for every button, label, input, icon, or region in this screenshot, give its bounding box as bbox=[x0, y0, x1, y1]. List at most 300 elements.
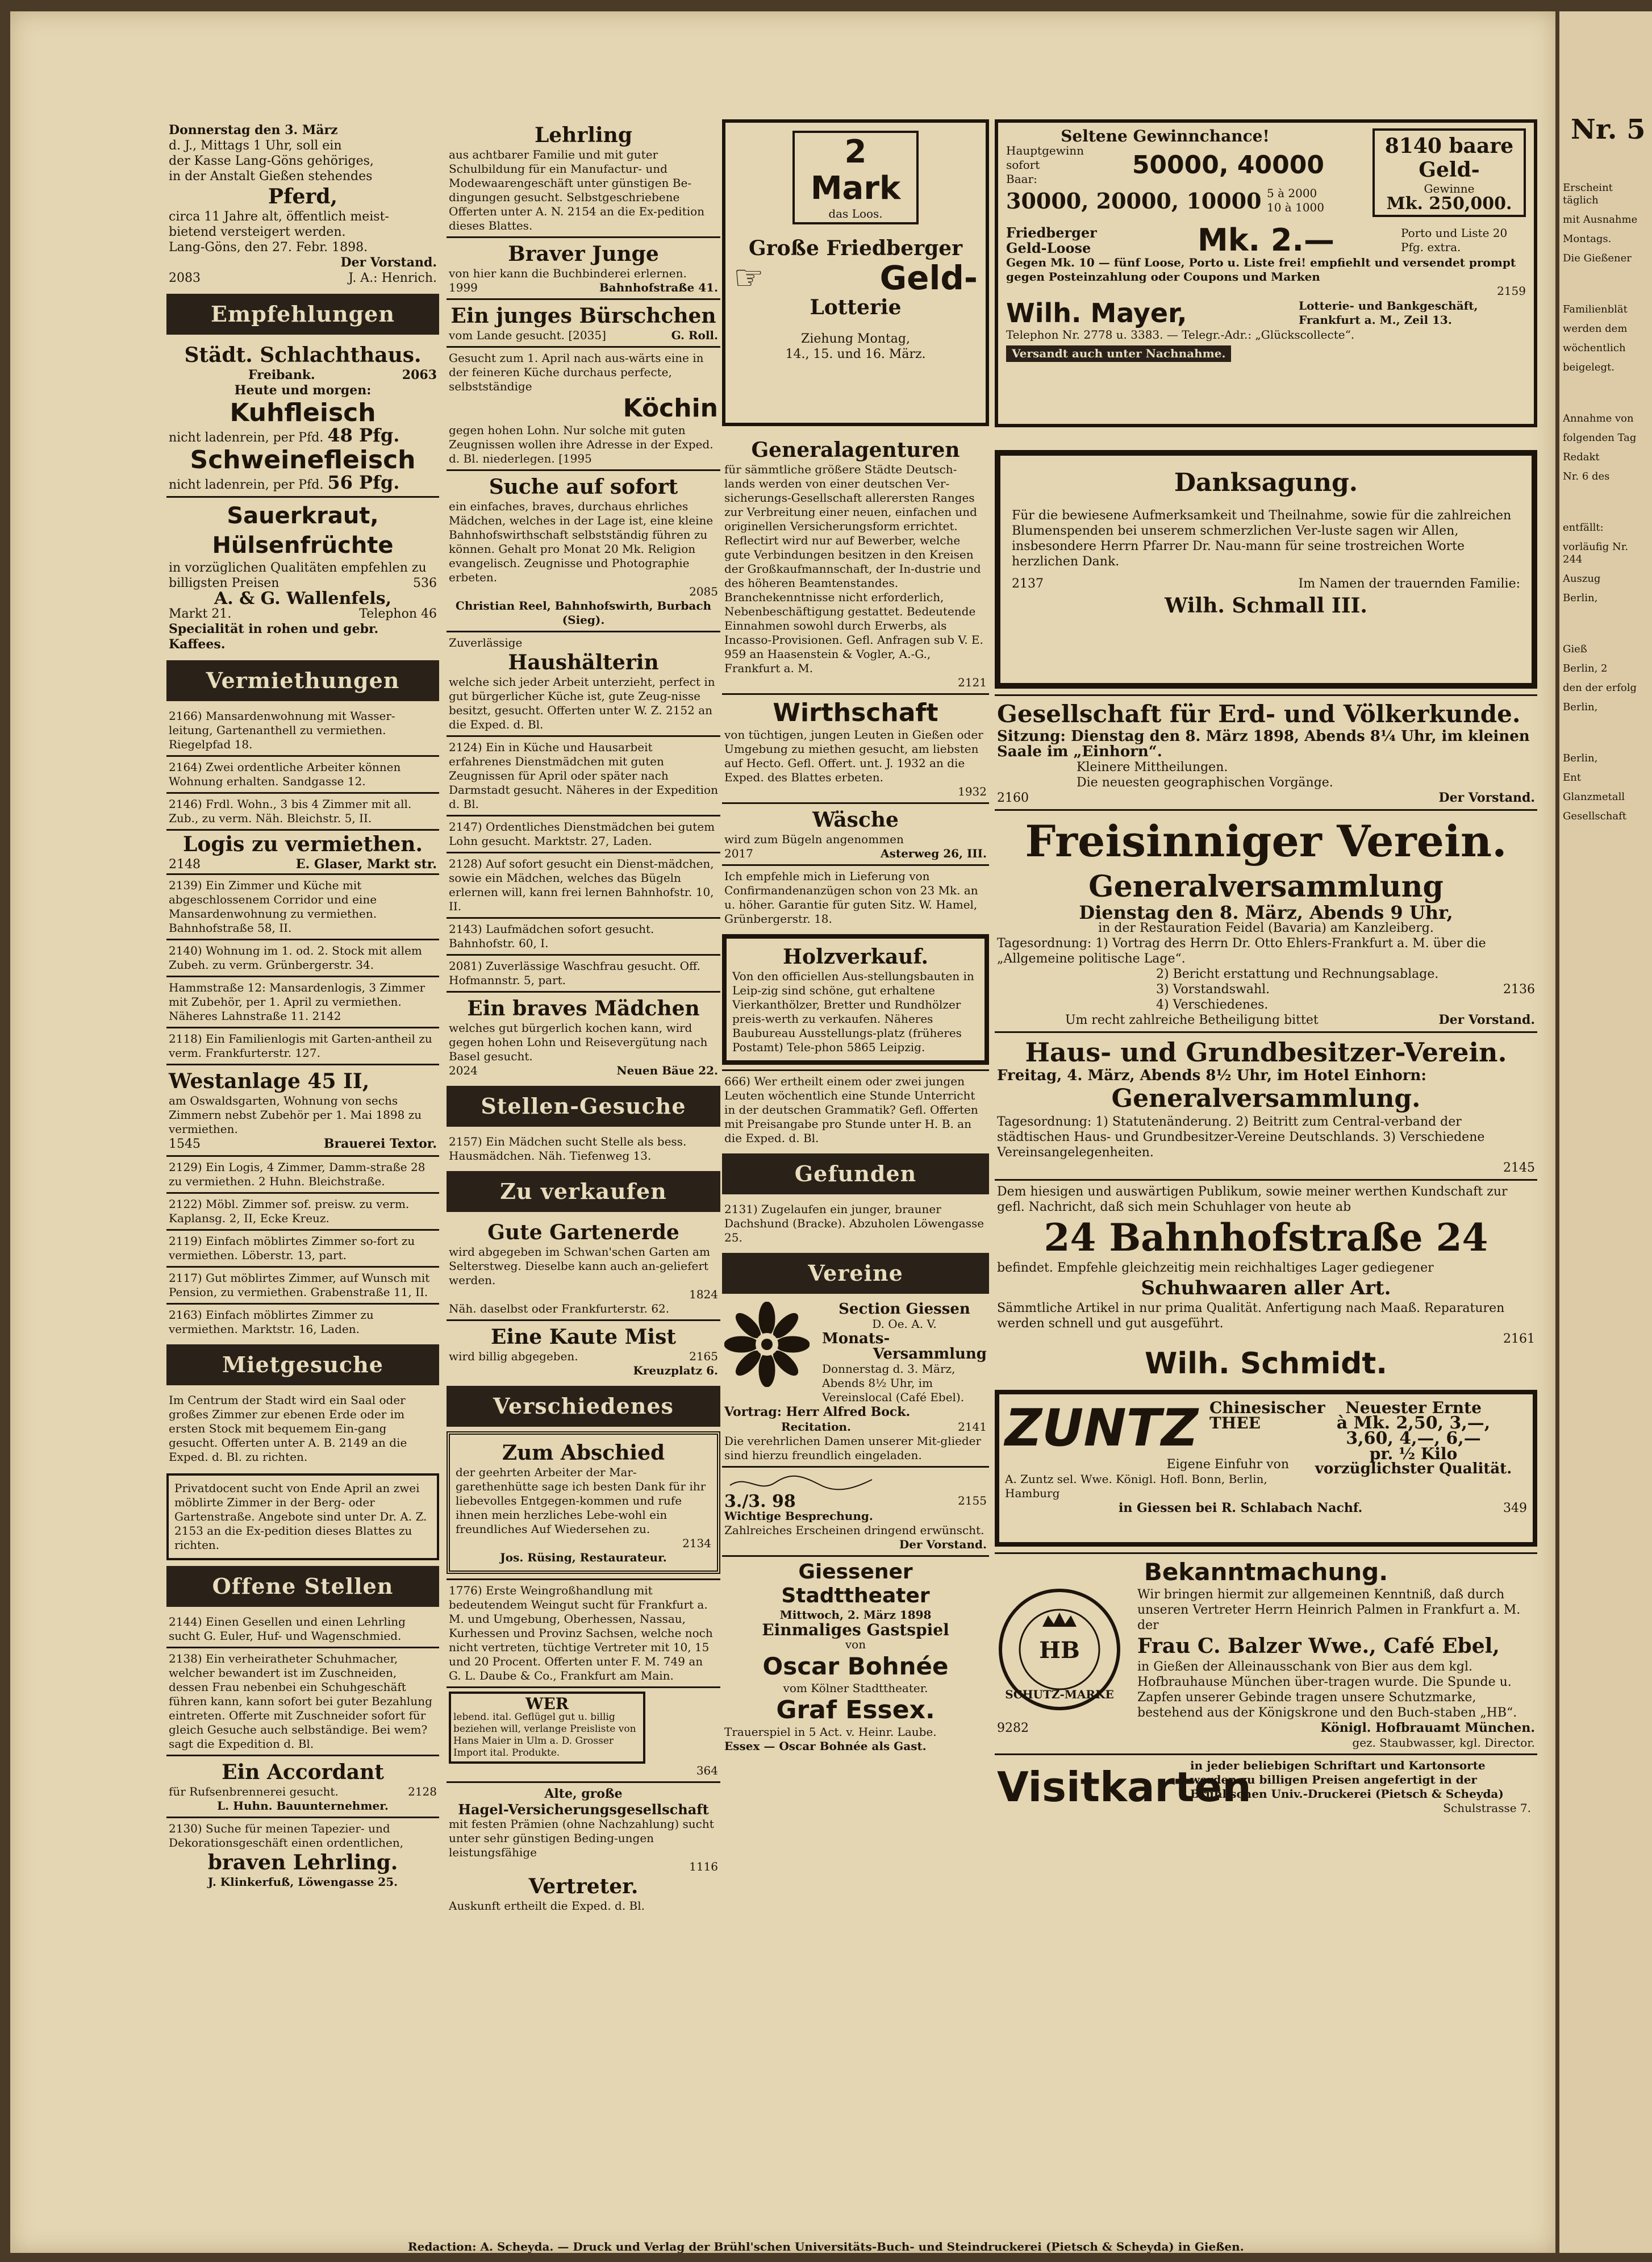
ad-small-2: 2147) Ordentliches Dienstmädchen bei gutem Lohn gesucht. Marktstr. 27, Laden. bbox=[447, 815, 720, 852]
adjacent-page-line: Nr. 6 des bbox=[1563, 470, 1610, 482]
ad-haus-grundbesitzer bbox=[995, 1031, 1537, 1179]
page-number: Nr. 5 bbox=[1571, 114, 1646, 145]
text: befindet. Empfehle gleichzeitig mein reichhaltiges Lager gediegener bbox=[997, 1261, 1434, 1275]
text: Telephon 46 bbox=[359, 607, 437, 621]
prize-amount: 30000, 20000, 10000 bbox=[1006, 188, 1262, 214]
text: Freitag, 4. März, Abends 8½ Uhr, im Hotel Einhorn: bbox=[997, 1067, 1426, 1084]
text: von hier kann die Buchbinderei erlernen. bbox=[449, 266, 687, 280]
signature: Bahnhofstraße 41. bbox=[599, 281, 718, 294]
text: wird billig abgegeben. bbox=[449, 1349, 578, 1363]
edelweiss-icon bbox=[724, 1302, 810, 1387]
text: D. Oe. A. V. bbox=[872, 1317, 937, 1331]
ad-title: Logis zu vermiethen. bbox=[183, 832, 423, 856]
text: Gewinne bbox=[1424, 182, 1475, 195]
ad-confirmanden: Ich empfehle mich in Lieferung von Confirmandenanzügen schon von 23 Mk. an u. höher. Garantie für guten Sitz. W. Hamel, Grünbergerstr. 18. bbox=[722, 864, 989, 930]
text: Freibank. bbox=[248, 368, 315, 382]
adjacent-page-line: entfällt: bbox=[1563, 522, 1604, 534]
section-header-stellen-gesuche: Stellen-Gesuche bbox=[447, 1086, 720, 1127]
text: Dem hiesigen und auswärtigen Publikum, sowie meiner werthen Kundschaft zur gefl. Nachricht, daß sich mein Schuhlager von heute ab bbox=[997, 1185, 1508, 1214]
text: circa 11 Jahre alt, öffentlich meist- bbox=[169, 210, 389, 224]
text: 14., 15. und 16. März. bbox=[785, 347, 926, 361]
adjacent-page-line: mit Ausnahme bbox=[1563, 214, 1638, 226]
text: Um recht zahlreiche Betheiligung bittet bbox=[1065, 1013, 1319, 1027]
ad-number: 1116 bbox=[689, 1860, 718, 1873]
text: Essex — Oscar Bohnée als Gast. bbox=[724, 1739, 927, 1753]
text: Tagesordnung: 1) Statutenänderung. 2) Beitritt zum Central-verband der städtischen Haus- und Grundbesitzer-Vereine Deutschlands. 3) Verschiedene Vereinsangelegenheiten. bbox=[997, 1115, 1485, 1160]
adjacent-page-line: Gesellschaft bbox=[1563, 810, 1626, 822]
text: in jeder beliebigen Schriftart und Kartonsorte werden zu billigen Preisen angefertigt in der bbox=[1190, 1759, 1486, 1786]
text: 2130) Suche für meinen Tapezier- und Dekorationsgeschäft einen ordentlichen, bbox=[169, 1822, 404, 1849]
text: billigsten Preisen bbox=[169, 576, 279, 590]
column-1 bbox=[166, 119, 439, 1893]
ad-braves-maedchen bbox=[447, 991, 720, 1081]
ad-title: Haushälterin bbox=[508, 651, 659, 674]
ad-haushaelterin bbox=[447, 631, 720, 735]
ad-unterricht: 666) Wer ertheilt einem oder zwei jungen Leuten wöchentlich eine Stunde Unterricht in der deutschen Grammatik? Gefl. Offerten mit Preisangabe pro Stunde unter H. B. an die Exped. d. Bl. bbox=[722, 1069, 989, 1149]
text: 5 à 2000 bbox=[1267, 186, 1317, 200]
ad-number: 2159 bbox=[1497, 284, 1526, 298]
adjacent-page-line: Berlin, bbox=[1563, 701, 1598, 713]
ad-title: Freisinniger Verein. bbox=[1025, 816, 1507, 867]
ad-title: 2 Mark bbox=[810, 134, 901, 207]
signature: Der Vorstand. bbox=[1438, 1013, 1535, 1027]
text: Zahlreiches Erscheinen dringend erwünscht. bbox=[724, 1523, 984, 1537]
ad-stadttheater bbox=[722, 1555, 989, 1757]
ad-title: Braver Junge bbox=[508, 242, 659, 266]
ad-small-1: 2124) Ein in Küche und Hausarbeit erfahrenes Dienstmädchen mit guten Zeugnissen für April oder später nach Darmstadt gesucht. Näheres in der Expedition d. Bl. bbox=[447, 735, 720, 815]
ad-number: 2085 bbox=[689, 585, 718, 598]
column-3 bbox=[722, 119, 989, 1757]
ad-number: 2141 bbox=[958, 1420, 987, 1434]
adjacent-page-line: wöchentlich bbox=[1563, 342, 1626, 354]
ad-title: Pferd, bbox=[268, 185, 338, 209]
ad-verm-1: 2166) Mansardenwohnung mit Wasser-leitung, Gartenanthell zu vermiethen. Riegelpfad 18. bbox=[169, 709, 395, 751]
ad-title: Köchin bbox=[623, 394, 718, 423]
ad-small-3: 2128) Auf sofort gesucht ein Dienst-mädchen, sowie ein Mädchen, welches das Bügeln erlernen will, kann frei lernen Bahnhofstr. 10, II. bbox=[447, 852, 720, 917]
ad-number: 2155 bbox=[958, 1494, 987, 1507]
ad-title: Gesellschaft für Erd- und Völkerkunde. bbox=[997, 700, 1521, 728]
ad-wirthschaft bbox=[722, 693, 989, 802]
text: Porto und Liste 20 Pfg. extra. bbox=[1401, 226, 1508, 254]
text: Chinesischer THEE bbox=[1209, 1398, 1325, 1432]
ad-lehrling-tapezier bbox=[166, 1817, 439, 1893]
ad-suche-sofort bbox=[447, 469, 720, 631]
ad-title: Ein Accordant bbox=[222, 1760, 384, 1784]
text: am Oswaldsgarten, Wohnung von sechs Zimmern nebst Zubehör per 1. Mai 1898 zu vermiethen. bbox=[169, 1094, 422, 1136]
text: Schulstrasse 7. bbox=[1443, 1801, 1531, 1815]
ad-buerschchen bbox=[447, 298, 720, 346]
ad-offen-2: 2138) Ein verheiratheter Schuhmacher, welcher bewandert ist im Zuschneiden, dessen Frau nebenbei ein Schuhgeschäft führen kann, kann sofort bei guter Bezahlung eintreten. Offerte mit Zuschneider sofort für gleich Gesuche auch selbständige. Bei wem? sagt die Expedition d. Bl. bbox=[166, 1647, 439, 1755]
ad-number: 2165 bbox=[689, 1349, 718, 1363]
text: nicht ladenrein, per Pfd. bbox=[169, 431, 324, 445]
text: J. A.: Henrich. bbox=[348, 271, 437, 285]
text: Kleinere Mittheilungen. bbox=[1077, 760, 1228, 774]
ad-verm-10: 2119) Einfach möblirtes Zimmer so-fort zu vermiethen. Löberstr. 13, part. bbox=[166, 1229, 439, 1266]
adjacent-page-line: den der erfolg bbox=[1563, 682, 1637, 694]
price: 3,60, 4,—, 6,— bbox=[1346, 1428, 1481, 1448]
ad-small-4: 2143) Laufmädchen sofort gesucht. Bahnhofstr. 60, I. bbox=[447, 917, 720, 954]
text: für sämmtliche größere Städte Deutsch-lands werden von einer deutschen Ver-sicherungs-Gesellschaft allerersten Ranges zur Verbreitung einer neuen, einfachen und originellen Versicherungsform errichtet. Reflectirt wird nur auf Bewerber, welche gute Verbindungen besitzen in den Kreisen der Großkaufmannschaft, der In-dustrie und des höheren Beamtenstandes. Branchekenntnisse nicht erforderlich, Nebenbeschäftigung gestattet. Bedeutende Einnahmen sowohl durch Erwerbs, als Incasso-Provisionen. Gefl. Anfragen sub V. E. 959 an Haasenstein & Vogler, A.-G., Frankfurt a. M. bbox=[724, 463, 983, 675]
adjacent-page-line: Gieß bbox=[1563, 643, 1587, 655]
ad-stellengesuch: 2157) Ein Mädchen sucht Stelle als bess. Hausmädchen. Näh. Tiefenweg 13. bbox=[449, 1135, 687, 1163]
ad-title: Section Giessen bbox=[838, 1301, 970, 1318]
svg-text:HB: HB bbox=[1039, 1637, 1080, 1664]
signature: Jos. Rüsing, Restaurateur. bbox=[500, 1551, 667, 1564]
text: in der Restauration Feidel (Bavaria) am Kanzleiberg. bbox=[1098, 921, 1434, 935]
adjacent-page-line: Erscheint täglich bbox=[1563, 182, 1613, 206]
ad-verm-8: 2129) Ein Logis, 4 Zimmer, Damm-straße 28 zu vermiethen. 2 Huhn. Bleichstraße. bbox=[166, 1155, 439, 1192]
text: welche sich jeder Arbeit unterzieht, perfect in gut bürgerlicher Küche ist, gute Zeug-nisse besitzt, gesucht. Offerten unter W. Z. 2152 an die Exped. d. Bl. bbox=[449, 675, 715, 731]
ad-number: 2148 bbox=[169, 857, 201, 872]
pointing-hand-icon: ☞ bbox=[733, 258, 764, 298]
handwriting-scribble-icon bbox=[724, 1471, 974, 1494]
ad-title: Visitkarten bbox=[997, 1763, 1251, 1811]
ad-pferd bbox=[166, 119, 439, 289]
signature: Wilh. Schmidt. bbox=[1144, 1347, 1388, 1381]
text: Eigene Einfuhr von bbox=[1166, 1457, 1289, 1472]
ad-title: Oscar Bohnée bbox=[762, 1652, 949, 1680]
text: vom Lande gesucht. [2035] bbox=[449, 328, 606, 342]
ad-erdkunde bbox=[995, 694, 1537, 809]
ad-wilh-schmidt bbox=[995, 1179, 1537, 1384]
adjacent-page-line: Ent bbox=[1563, 772, 1581, 784]
ad-number: 9282 bbox=[997, 1721, 1029, 1735]
ad-title: Haus- und Grundbesitzer-Verein. bbox=[1025, 1037, 1507, 1068]
ad-number: 2137 bbox=[1012, 577, 1044, 591]
signature: J. Klinkerfuß, Löwengasse 25. bbox=[207, 1875, 398, 1889]
signature: Der Vorstand. bbox=[899, 1538, 987, 1551]
ad-number: 2145 bbox=[1503, 1161, 1535, 1175]
ad-title: WER bbox=[525, 1694, 569, 1713]
text: Telephon Nr. 2778 u. 3383. — Telegr.-Adr.: „Glückscollecte“. bbox=[1006, 328, 1355, 341]
signature: Brauerei Textor. bbox=[323, 1136, 437, 1151]
price: 48 Pfg. bbox=[327, 424, 400, 446]
ad-number: 1545 bbox=[169, 1137, 201, 1151]
ad-number: 2083 bbox=[169, 271, 201, 285]
company-name: Wilh. Mayer, bbox=[1006, 298, 1187, 328]
adjacent-page-line: Annahme von bbox=[1563, 413, 1634, 424]
text: Alte, große bbox=[544, 1786, 623, 1801]
ad-verm-2: 2164) Zwei ordentliche Arbeiter können Wohnung erhalten. Sandgasse 12. bbox=[166, 755, 439, 792]
text: wird abgegeben im Schwan'schen Garten am Selterstweg. Dieselbe kann auch an-geliefert werden. bbox=[449, 1245, 710, 1287]
text: Die verehrlichen Damen unserer Mit-glieder sind hierzu freundlich eingeladen. bbox=[724, 1434, 982, 1462]
ad-accordant bbox=[166, 1755, 439, 1817]
text: Lang-Göns, den 27. Febr. 1898. bbox=[169, 240, 368, 255]
text: mit festen Prämien (ohne Nachzahlung) sucht unter sehr günstigen Beding-ungen leistungsfähige bbox=[449, 1817, 714, 1859]
text: Versandt auch unter Nachnahme. bbox=[1006, 345, 1231, 362]
ad-handschrift bbox=[722, 1466, 989, 1555]
ad-title: Generalversammlung. bbox=[1111, 1084, 1421, 1113]
prize-amount: 50000, 40000 bbox=[1132, 150, 1324, 180]
text: 4) Verschiedenes. bbox=[1156, 998, 1269, 1012]
ad-title: Lehrling bbox=[534, 123, 633, 147]
signature: Asterweg 26, III. bbox=[881, 847, 987, 860]
ad-title: Danksagung. bbox=[1174, 468, 1358, 497]
ad-lehrling bbox=[447, 119, 720, 236]
text: Hagel-Versicherungsgesellschaft bbox=[458, 1801, 709, 1818]
text: d. J., Mittags 1 Uhr, soll ein bbox=[169, 139, 342, 153]
adjacent-page-line: Berlin, bbox=[1563, 752, 1598, 764]
section-header-verschiedenes: Verschiedenes bbox=[447, 1386, 720, 1427]
ad-title: Sauerkraut, bbox=[227, 503, 379, 529]
ad-geld-lotterie bbox=[722, 119, 989, 426]
adjacent-page-text bbox=[1559, 180, 1652, 825]
ad-verm-4: 2139) Ein Zimmer und Küche mit abgeschlossenem Corridor und eine Mansardenwohnung zu vermiethen. Bahnhofstraße 58, II. bbox=[166, 873, 439, 939]
text: pr. ½ Kilo bbox=[1369, 1444, 1458, 1463]
ad-schlachthaus bbox=[166, 339, 439, 496]
text: Donnerstag d. 3. März, Abends 8½ Uhr, im Vereinslocal (Café Ebel). bbox=[822, 1362, 965, 1404]
ad-title: Holzverkauf. bbox=[782, 945, 929, 969]
section-header-mietgesuche: Mietgesuche bbox=[166, 1344, 439, 1385]
text: 3) Vorstandswahl. bbox=[1156, 982, 1270, 997]
ad-number: 2063 bbox=[402, 368, 437, 382]
ad-gefunden: 2131) Zugelaufen ein junger, brauner Dachshund (Bracke). Abzuholen Löwengasse 25. bbox=[724, 1202, 984, 1244]
section-header-gefunden: Gefunden bbox=[722, 1153, 989, 1194]
ad-number: 536 bbox=[413, 576, 437, 590]
adjacent-page-line: folgenden Tag bbox=[1563, 432, 1637, 444]
text: Gesucht zum 1. April nach aus-wärts eine in der feineren Küche durchaus perfecte, selbstständige bbox=[449, 351, 704, 393]
text: Näh. daselbst oder Frankfurterstr. 62. bbox=[449, 1302, 670, 1315]
ad-verm-7: 2118) Ein Familienlogis mit Garten-antheil zu verm. Frankfurterstr. 127. bbox=[166, 1027, 439, 1064]
price: 56 Pfg. bbox=[327, 472, 400, 493]
signature: Königl. Hofbrauamt München. bbox=[1320, 1721, 1535, 1735]
text: in Gießen der Alleinausschank von Bier aus dem kgl. Hofbrauhause München über-tragen wurde. Die Spunde u. Zapfen unserer Gebinde tragen unsere Schutzmarke, bestehend aus der Königskrone und den Buch-staben „HB“. bbox=[1137, 1660, 1517, 1720]
ad-title: Schuhwaaren aller Art. bbox=[1141, 1277, 1391, 1299]
ad-number: 364 bbox=[696, 1764, 718, 1777]
text: welches gut bürgerlich kochen kann, wird gegen hohen Lohn und Reisevergütung nach Basel gesucht. bbox=[449, 1021, 708, 1063]
section-header-empfehlungen: Empfehlungen bbox=[166, 294, 439, 335]
newspaper-page bbox=[10, 11, 1555, 2253]
text: 2) Bericht erstattung und Rechnungsablage. bbox=[1156, 967, 1439, 981]
text: vom Kölner Stadttheater. bbox=[783, 1681, 928, 1695]
ad-title: Schweinefleisch bbox=[190, 445, 416, 474]
signature: Der Vorstand. bbox=[340, 255, 437, 270]
ad-title: Ein braves Mädchen bbox=[467, 997, 700, 1020]
text: Heute und morgen: bbox=[234, 383, 372, 398]
ad-title: Wäsche bbox=[812, 808, 899, 832]
adjacent-page-line: Glanzmetall bbox=[1563, 791, 1625, 803]
ad-title: Kuhfleisch bbox=[230, 398, 376, 427]
price: à Mk. 2,50, 3,—, bbox=[1336, 1413, 1491, 1433]
ad-wilh-mayer bbox=[995, 119, 1537, 427]
text: Neuester Ernte bbox=[1345, 1398, 1482, 1417]
text: Mittwoch, 2. März 1898 bbox=[779, 1608, 932, 1622]
text: Donnerstag den 3. März bbox=[169, 123, 338, 138]
ad-gartenerde bbox=[447, 1217, 720, 1319]
ad-westanlage bbox=[166, 1064, 439, 1155]
ad-koechin bbox=[447, 346, 720, 469]
text: Gegen Mk. 10 — fünf Loose, Porto u. Liste frei! empfiehlt und versendet prompt gegen Posteinzahlung oder Coupons und Marken bbox=[1006, 256, 1516, 284]
text: lebend. ital. Geflügel gut u. billig beziehen will, verlange Preisliste von Hans Maier in Ulm a. D. Grosser Import ital. Produkte. bbox=[453, 1711, 636, 1759]
text: Lotterie- und Bankgeschäft, Frankfurt a. M., Zeil 13. bbox=[1299, 299, 1478, 327]
ad-title: Geld- bbox=[879, 259, 978, 297]
ad-title: Generalagenturen bbox=[751, 438, 960, 462]
ad-offen-1: 2144) Einen Gesellen und einen Lehrling sucht G. Euler, Huf- und Wagenschmied. bbox=[169, 1615, 406, 1643]
section-header-offene-stellen: Offene Stellen bbox=[166, 1566, 439, 1607]
ad-verm-3: 2146) Frdl. Wohn., 3 bis 4 Zimmer mit all. Zub., zu verm. Näh. Bleichstr. 5, II. bbox=[166, 792, 439, 829]
ad-generalagenturen bbox=[722, 434, 989, 693]
ad-weingrosshandlung: 1776) Erste Weingroßhandlung mit bedeutendem Weingut sucht für Frankfurt a. M. und Umgebung, Oberhessen, Nassau, Kurhessen und Provinz Sachsen, welche noch nicht vertreten, tüchtige Vertreter mit 10, 15 und 20 Procent. Offerten unter F. M. 749 an G. L. Daube & Co., Frankfurt am Main. bbox=[447, 1578, 720, 1686]
text: nicht ladenrein, per Pfd. bbox=[169, 478, 324, 492]
imprint-footer: Redaction: A. Scheyda. — Druck und Verlag der Brühl'schen Universitäts-Buch- und Steindruckerei (Pietsch & Scheyda) in Gießen. bbox=[408, 2240, 1244, 2253]
text: gegen hohen Lohn. Nur solche mit guten Zeugnissen wollen ihre Adresse in der Exped. d. Bl. niederlegen. [1995 bbox=[449, 423, 714, 465]
text: Die neuesten geographischen Vorgänge. bbox=[1077, 776, 1333, 790]
text: Recitation. bbox=[781, 1420, 851, 1434]
section-header-vereine: Vereine bbox=[722, 1253, 989, 1294]
column-4 bbox=[995, 119, 1537, 1819]
ad-title: Frau C. Balzer Wwe., Café Ebel, bbox=[1137, 1634, 1500, 1658]
ad-visitkarten bbox=[995, 1753, 1537, 1819]
svg-text:SCHUTZ-MARKE: SCHUTZ-MARKE bbox=[1005, 1688, 1114, 1701]
text: Einmaliges Gastspiel bbox=[762, 1621, 949, 1639]
text: für Rufsenbrennerei gesucht. bbox=[169, 1785, 339, 1798]
text: Von den officiellen Aus-stellungsbauten in Leip-zig sind schöne, gut erhaltene Vierkanthölzer, Bretter und Rundhölzer preis-werth zu verkaufen. Näheres Baubureau Ausstellungs-platz (früheres Postamt) Tele-phon 5865 Leipzig. bbox=[732, 969, 974, 1054]
text: Sämmtliche Artikel in nur prima Qualität. Anfertigung nach Maaß. Reparaturen werden schnell und gut ausgeführt. bbox=[997, 1301, 1505, 1331]
ad-abschied bbox=[447, 1431, 720, 1574]
column-2 bbox=[447, 119, 720, 1917]
text: in Giessen bei R. Schlabach Nachf. bbox=[1119, 1501, 1363, 1515]
text: Vortrag: Herr Alfred Bock. bbox=[724, 1405, 911, 1419]
text: Ziehung Montag, bbox=[801, 332, 910, 346]
text: 10 à 1000 bbox=[1267, 201, 1324, 214]
hofbrauhaus-seal-icon bbox=[997, 1587, 1122, 1712]
ad-title: Westanlage 45 II, bbox=[169, 1069, 370, 1093]
text: in vorzüglichen Qualitäten empfehlen zu bbox=[169, 561, 427, 575]
ad-title: braven Lehrling. bbox=[207, 1851, 398, 1874]
ad-verm-11: 2117) Gut möblirtes Zimmer, auf Wunsch mit Pension, zu vermiethen. Grabenstraße 11, II. bbox=[166, 1266, 439, 1303]
ad-title: Bekanntmachung. bbox=[1144, 1558, 1388, 1586]
section-header-zu-verkaufen: Zu verkaufen bbox=[447, 1171, 720, 1212]
text: 3./3. 98 bbox=[724, 1492, 796, 1511]
adjacent-page-line: beigelegt. bbox=[1563, 361, 1615, 373]
ad-sauerkraut bbox=[166, 496, 439, 656]
text: Tagesordnung: 1) Vortrag des Herrn Dr. Otto Ehlers-Frankfurt a. M. über die „Allgemeine politische Lage“. bbox=[997, 936, 1486, 966]
ad-number: 2128 bbox=[408, 1785, 437, 1798]
adjacent-page-line: Berlin, bbox=[1563, 592, 1598, 604]
text: aus achtbarer Familie und mit guter Schulbildung für ein Manufactur- und Modewaarengeschäft unter günstigen Be-dingungen gesucht. Selbstgeschriebene Offerten unter A. N. 2154 an die Ex-pedition dieses Blattes. bbox=[449, 148, 705, 232]
signature: Neuen Bäue 22. bbox=[616, 1064, 718, 1077]
ad-number: 1824 bbox=[689, 1288, 718, 1301]
text: Markt 21. bbox=[169, 607, 232, 621]
ad-bekanntmachung bbox=[995, 1552, 1537, 1753]
text: Zuverlässige bbox=[449, 636, 523, 649]
text: Im Namen der trauernden Familie: bbox=[1298, 577, 1520, 591]
ad-number: 349 bbox=[1503, 1501, 1527, 1515]
text: Specialität in rohen und gebr. Kaffees. bbox=[169, 622, 379, 652]
adjacent-page-line: werden dem bbox=[1563, 323, 1628, 335]
zuntz-logo: ZUNTZ bbox=[1005, 1398, 1199, 1458]
ad-title: Seltene Gewinnchance! bbox=[1061, 127, 1270, 145]
text: Trauerspiel in 5 Act. v. Heinr. Laube. bbox=[724, 1725, 937, 1739]
ad-title: Lotterie bbox=[810, 295, 902, 319]
ad-number: 1999 bbox=[449, 281, 478, 294]
text: von tüchtigen, jungen Leuten in Gießen oder Umgebung zu miethen gesucht, am liebsten auf Hecto. Gefl. Offert. unt. J. 1932 an die Exped. des Blattes erbeten. bbox=[724, 728, 983, 784]
ad-hagel bbox=[447, 1781, 720, 1917]
text: vorzüglichster Qualität. bbox=[1315, 1460, 1512, 1477]
ad-title: Graf Essex. bbox=[776, 1696, 935, 1724]
signature: E. Glaser, Markt str. bbox=[295, 857, 437, 872]
ad-title: Eine Kaute Mist bbox=[490, 1325, 676, 1349]
ad-section-giessen bbox=[722, 1298, 989, 1466]
text: Auskunft ertheilt die Exped. d. Bl. bbox=[449, 1899, 645, 1913]
adjacent-page-line: vorläufig Nr. 244 bbox=[1563, 541, 1629, 565]
ad-title: Generalversammlung bbox=[1088, 869, 1444, 904]
text: ein einfaches, braves, durchaus ehrliches Mädchen, welches in der Lage ist, eine kleine Bahnhofswirthschaft selbstständig führen zu können. Gehalt pro Monat 20 Mk. Religion evangelisch. Zeugnisse und Photographie erbeten. bbox=[449, 499, 714, 584]
ad-number: 2161 bbox=[1503, 1332, 1535, 1346]
ad-waesche bbox=[722, 802, 989, 864]
text: Brühl'schen Univ.-Druckerei (Pietsch & Scheyda) bbox=[1190, 1787, 1504, 1801]
text: das Loos. bbox=[828, 207, 883, 220]
ad-small-5: 2081) Zuverlässige Waschfrau gesucht. Off. Hofmannstr. 5, part. bbox=[447, 954, 720, 991]
ad-title: Giessener Stadttheater bbox=[781, 1560, 930, 1607]
text: 8140 baare Geld- bbox=[1384, 134, 1514, 182]
ad-title: Städt. Schlachthaus. bbox=[184, 343, 422, 367]
adjacent-page-line: Die Gießener bbox=[1563, 252, 1632, 264]
signature: L. Huhn. Bauunternehmer. bbox=[217, 1799, 389, 1813]
company-name: A. & G. Wallenfels, bbox=[214, 589, 392, 609]
ad-number: 2134 bbox=[682, 1536, 711, 1550]
ad-title: Zum Abschied bbox=[502, 1441, 665, 1465]
ad-holzverkauf bbox=[722, 934, 989, 1065]
adjacent-page-line: Auszug bbox=[1563, 573, 1601, 585]
ad-title: 24 Bahnhofstraße 24 bbox=[1044, 1215, 1488, 1260]
ad-number: 2121 bbox=[958, 676, 987, 689]
section-header-vermiethungen: Vermiethungen bbox=[166, 660, 439, 701]
adjacent-page-line: Berlin, 2 bbox=[1563, 663, 1608, 674]
signature: Kreuzplatz 6. bbox=[633, 1364, 718, 1377]
ad-title: Wirthschaft bbox=[773, 698, 938, 727]
ad-number: 2160 bbox=[997, 791, 1029, 805]
text: Versammlung bbox=[873, 1345, 987, 1363]
adjacent-page-line: Familienblät bbox=[1563, 303, 1628, 315]
ad-number: 1932 bbox=[958, 785, 987, 798]
ad-logis bbox=[166, 829, 439, 873]
ad-danksagung bbox=[995, 450, 1537, 689]
ad-title: Gute Gartenerde bbox=[487, 1220, 679, 1244]
text: Wichtige Besprechung. bbox=[724, 1509, 873, 1523]
text: bietend versteigert werden. bbox=[169, 225, 346, 239]
ad-braver-junge bbox=[447, 236, 720, 298]
text: in der Anstalt Gießen stehendes bbox=[169, 169, 373, 184]
ad-number: 2024 bbox=[449, 1064, 478, 1077]
text: von bbox=[845, 1638, 866, 1651]
price: Mk. 2.— bbox=[1197, 222, 1335, 258]
signature: Christian Reel, Bahnhofswirth, Burbach (Sieg). bbox=[455, 599, 712, 627]
ad-verm-12: 2163) Einfach möblirtes Zimmer zu vermiethen. Marktstr. 16, Laden. bbox=[166, 1303, 439, 1340]
ad-freisinniger-verein bbox=[995, 809, 1537, 1031]
ad-zuntz-thee bbox=[995, 1390, 1537, 1547]
adjacent-page-line: Redakt bbox=[1563, 451, 1600, 463]
adjacent-page-line: Montags. bbox=[1563, 233, 1612, 245]
text: Für die bewiesene Aufmerksamkeit und Theilnahme, sowie für die zahlreichen Blumenspenden bei unserem schmerzlichen Ver-luste sagen wir Allen, insbesondere Herrn Pfarrer Dr. Nau-mann für seine trostreichen Worte herzlichen Dank. bbox=[1012, 509, 1512, 569]
text: A. Zuntz sel. Wwe. Königl. Hofl. Bonn, Berlin, Hamburg bbox=[1005, 1472, 1267, 1500]
signature: Der Vorstand. bbox=[1438, 790, 1535, 805]
text: wird zum Bügeln angenommen bbox=[724, 832, 904, 846]
signature: G. Roll. bbox=[671, 328, 718, 342]
ad-title: Große Friedberger bbox=[748, 236, 963, 260]
text: der geehrten Arbeiter der Mar-garethenhütte sage ich besten Dank für ihr liebevolles Entgegen-kommen und rufe ihnen mein herzliches Lebe-wohl ein freundliches Auf Wiedersehen zu. bbox=[456, 1465, 706, 1536]
ad-verm-5: 2140) Wohnung im 1. od. 2. Stock mit allem Zubeh. zu verm. Grünbergerstr. 34. bbox=[166, 939, 439, 976]
text: Monats- bbox=[822, 1330, 890, 1347]
text: Sitzung: Dienstag den 8. März 1898, Abends 8¼ Uhr, im kleinen Saale im „Einhorn“. bbox=[997, 728, 1530, 760]
ad-title: Suche auf sofort bbox=[489, 475, 678, 499]
ad-wer-gefluegel bbox=[447, 1686, 720, 1781]
ad-number: 2136 bbox=[1503, 982, 1535, 997]
prize-amount: Mk. 250,000. bbox=[1386, 194, 1512, 214]
adjacent-page bbox=[1559, 11, 1652, 2253]
text: Dienstag den 8. März, Abends 9 Uhr, bbox=[1079, 902, 1453, 923]
text: gez. Staubwasser, kgl. Director. bbox=[1352, 1736, 1535, 1749]
